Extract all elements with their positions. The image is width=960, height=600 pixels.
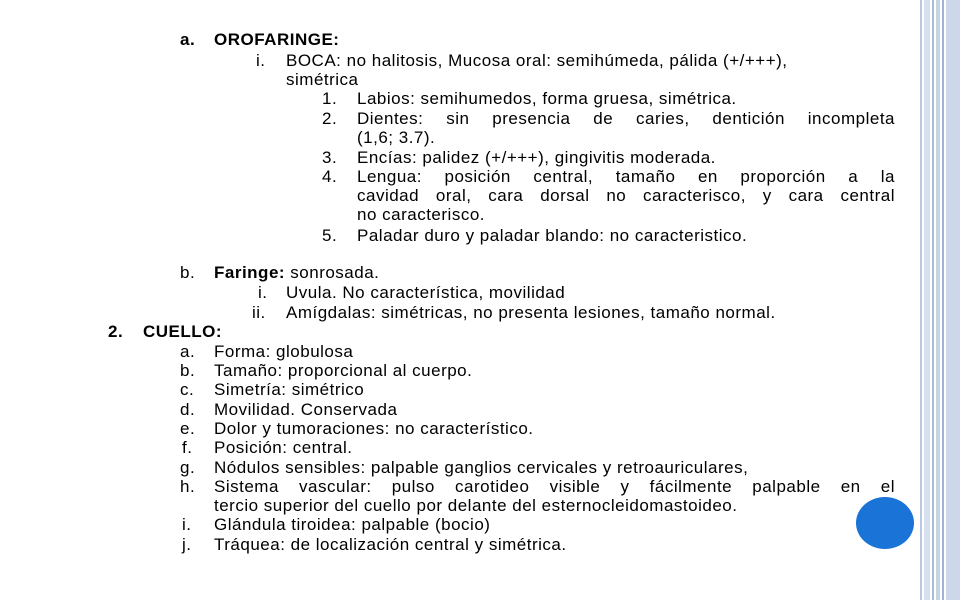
cuello-tamano-text: Tamaño: proporcional al cuerpo. <box>214 361 473 380</box>
lengua-text-line1: Lengua: posición central, tamaño en proporción a la <box>357 167 895 186</box>
faringe-label: Faringe: <box>214 263 286 282</box>
blue-circle-icon <box>856 497 914 549</box>
section-title-cuello: CUELLO: <box>143 322 223 341</box>
list-marker: b. <box>180 361 196 380</box>
side-bar-stripe <box>924 0 930 600</box>
amigdalas-text: Amígdalas: simétricas, no presenta lesiones, tamaño normal. <box>286 303 776 322</box>
list-marker: a. <box>180 342 196 361</box>
list-marker: 5. <box>322 226 338 245</box>
paladar-text: Paladar duro y paladar blando: no caracteristico. <box>357 226 748 245</box>
cuello-vascular-text-line1: Sistema vascular: pulso carotideo visible y fácilmente palpable en el <box>214 477 895 496</box>
list-marker: i. <box>256 51 266 70</box>
cuello-simetria-text: Simetría: simétrico <box>214 380 365 399</box>
lengua-text-line2: cavidad oral, cara dorsal no caracterisco, y cara central <box>357 186 895 205</box>
cuello-movilidad-text: Movilidad. Conservada <box>214 400 398 419</box>
list-marker: i. <box>182 515 192 534</box>
list-marker: a. <box>180 30 196 49</box>
list-marker: e. <box>180 419 196 438</box>
list-marker: 3. <box>322 148 338 167</box>
list-marker: 4. <box>322 167 338 186</box>
cuello-posicion-text: Posición: central. <box>214 438 353 457</box>
list-marker: 2. <box>322 109 338 128</box>
side-bar-stripe <box>946 0 960 600</box>
uvula-text: Uvula. No característica, movilidad <box>286 283 566 302</box>
boca-text-line2: simétrica <box>286 70 359 89</box>
decorative-side-bars <box>920 0 960 600</box>
list-marker: g. <box>180 458 196 477</box>
list-marker: c. <box>180 380 195 399</box>
dientes-text-line2: (1,6; 3.7). <box>357 128 436 147</box>
list-marker: 1. <box>322 89 338 108</box>
list-marker: h. <box>180 477 196 496</box>
list-marker: ii. <box>252 303 266 322</box>
labios-text: Labios: semihumedos, forma gruesa, simétrica. <box>357 89 737 108</box>
list-marker: b. <box>180 263 196 282</box>
side-bar-stripe <box>936 0 940 600</box>
side-bar-stripe <box>942 0 944 600</box>
cuello-forma-text: Forma: globulosa <box>214 342 354 361</box>
side-bar-stripe <box>920 0 922 600</box>
cuello-nodulos-text: Nódulos sensibles: palpable ganglios cervicales y retroauriculares, <box>214 458 749 477</box>
faringe-line <box>214 263 379 282</box>
list-marker: 2. <box>108 322 124 341</box>
cuello-dolor-text: Dolor y tumoraciones: no característico. <box>214 419 534 438</box>
lengua-text-line3: no caracterisco. <box>357 205 485 224</box>
list-marker: i. <box>258 283 268 302</box>
list-marker: d. <box>180 400 196 419</box>
faringe-text: sonrosada. <box>285 263 380 282</box>
section-title-orofaringe: OROFARINGE: <box>214 30 340 49</box>
cuello-vascular-text-line2: tercio superior del cuello por delante del esternocleidomastoideo. <box>214 496 738 515</box>
side-bar-stripe <box>932 0 934 600</box>
boca-text-line1: BOCA: no halitosis, Mucosa oral: semihúmeda, pálida (+/+++), <box>286 51 788 70</box>
list-marker: j. <box>182 535 192 554</box>
dientes-text-line1: Dientes: sin presencia de caries, dentición incompleta <box>357 109 895 128</box>
cuello-traquea-text: Tráquea: de localización central y simétrica. <box>214 535 567 554</box>
encias-text: Encías: palidez (+/+++), gingivitis moderada. <box>357 148 716 167</box>
list-marker: f. <box>182 438 193 457</box>
cuello-tiroidea-text: Glándula tiroidea: palpable (bocio) <box>214 515 491 534</box>
